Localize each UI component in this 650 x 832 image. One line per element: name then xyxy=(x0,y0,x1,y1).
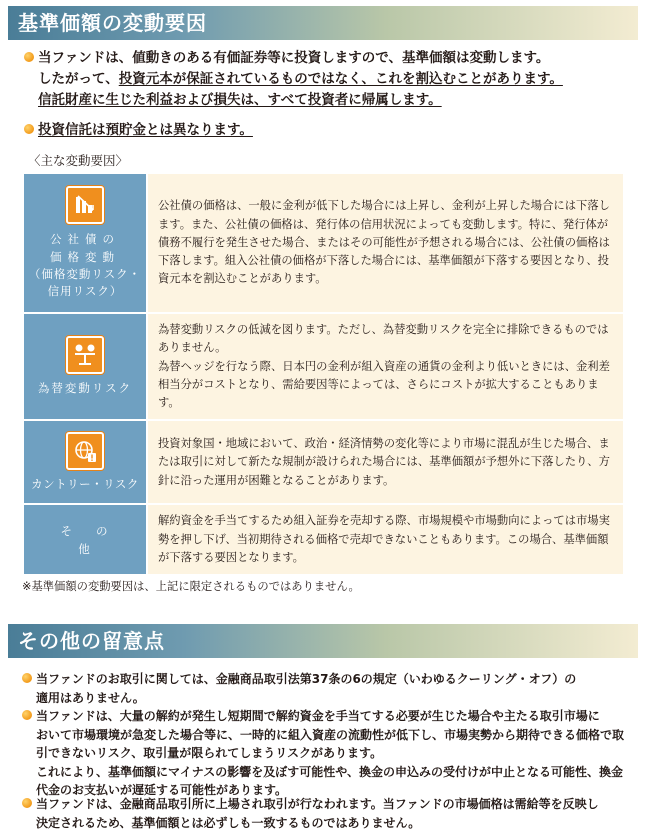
note-item-liquidity xyxy=(22,707,632,800)
risk-description: 公社債の価格は、一般に金利が低下した場合には上昇し、金利が上昇した場合には下落します。また、公社債の価格は、発行体の信用状況によっても変動します。特に、発行体が債務不履行を発生させた場合、またはその可能性が予想される場合には、公社債の価格は下落します。組入公社債の価格が下落した場合には、基準価額が下落する要因となり、投資元本を割込むことがあります。 xyxy=(147,173,624,313)
section-header-other-notes xyxy=(8,624,638,658)
bullet-not-deposit xyxy=(24,120,639,141)
risk-label: 価格変動 xyxy=(50,250,120,264)
bullet-text-underlined: 投資元本が保証されているものではなく、これを割込むことがあります。 xyxy=(118,71,563,87)
section-title: その他の留意点 xyxy=(18,629,165,653)
risk-label-cell xyxy=(23,313,147,420)
bullet-text-underlined: 信託財産に生じた利益および損失は、すべて投資者に帰属します。 xyxy=(38,92,442,108)
bullet-dot-icon xyxy=(24,52,34,62)
risk-row-country xyxy=(23,420,624,504)
risk-label: カントリー・リスク xyxy=(31,476,139,491)
note-text: 当ファンドは、大量の解約が発生し短期間で解約資金を手当てする必要が生じた場合や主たる取引市場に xyxy=(36,709,600,723)
bullet-dot-icon xyxy=(24,124,34,134)
currency-balance-icon xyxy=(66,336,104,374)
risk-row-bond xyxy=(23,173,624,313)
risk-label: その他 xyxy=(60,523,132,556)
section-title: 基準価額の変動要因 xyxy=(18,11,207,35)
bullet-text-underlined: 投資信託は預貯金とは異なります。 xyxy=(38,122,253,138)
note-item-cooling-off xyxy=(22,670,632,707)
note-text: これにより、基準価額にマイナスの影響を及ぼす可能性や、換金の申込みの受付けが中止となる可能性、換金代金のお支払いが遅延する可能性があります。 xyxy=(36,764,624,797)
bullet-volatility xyxy=(24,48,639,111)
bullet-text: したがって、 xyxy=(38,71,119,87)
risk-label-cell xyxy=(23,420,147,504)
risk-label-sub: 信用リスク） xyxy=(47,284,123,298)
note-item-listing xyxy=(22,795,632,832)
bullet-text: 当ファンドは、値動きのある有価証券等に投資しますので、基準価額は変動します。 xyxy=(38,50,550,66)
note-text: 決定されるため、基準価額とは必ずしも一致するものではありません。 xyxy=(36,815,421,830)
note-text: 当ファンドのお取引に関しては、金融商品取引法第37条の6の規定（いわゆるクーリング・オフ）の xyxy=(36,672,577,686)
globe-warning-icon xyxy=(66,432,104,470)
risk-factor-table xyxy=(22,172,625,576)
risk-label-cell xyxy=(23,504,147,575)
note-text: 適用はありません。 xyxy=(36,690,145,705)
bullet-dot-icon xyxy=(22,673,32,683)
risk-label: 公社債の xyxy=(50,232,120,246)
risk-description: 投資対象国・地域において、政治・経済情勢の変化等により市場に混乱が生じた場合、または取引に対して新たな規制が設けられた場合には、基準価額が予想外に下落したり、方針に沿った運用が困難となることがあります。 xyxy=(147,420,624,504)
note-text: おいて市場環境が急変した場合等に、一時的に組入資産の流動性が低下し、市場実勢から期待できる価格で取引できないリスク、取引量が限られてしまうリスクがあります。 xyxy=(36,727,625,760)
bar-decline-icon xyxy=(66,186,104,224)
bullet-dot-icon xyxy=(22,710,32,720)
risk-label: 為替変動リスク xyxy=(37,381,133,396)
risk-label-sub: （価格変動リスク・ xyxy=(28,267,142,281)
risk-description: 為替変動リスクの低減を図ります。ただし、為替変動リスクを完全に排除できるものではありません。 為替ヘッジを行なう際、日本円の金利が組入資産の通貨の金利より低いときには、金利差相当分がコストとなり、需給要因等によっては、さらにコストが拡大することもあります。 xyxy=(147,313,624,420)
risk-row-other xyxy=(23,504,624,575)
footnote: ※基準価額の変動要因は、上記に限定されるものではありません。 xyxy=(22,580,360,593)
risk-label-cell xyxy=(23,173,147,313)
section-header-price-factors xyxy=(8,6,638,40)
subheading-main-factors: 〈主な変動要因〉 xyxy=(28,153,129,168)
risk-description: 解約資金を手当てするため組入証券を売却する際、市場規模や市場動向によっては市場実勢を押し下げ、当初期待される価格で売却できないこともあります。この場合、基準価額が下落する要因となります。 xyxy=(147,504,624,575)
note-text: 当ファンドは、金融商品取引所に上場され取引が行なわれます。当ファンドの市場価格は需給等を反映し xyxy=(36,797,599,811)
bullet-dot-icon xyxy=(22,798,32,808)
risk-row-currency xyxy=(23,313,624,420)
